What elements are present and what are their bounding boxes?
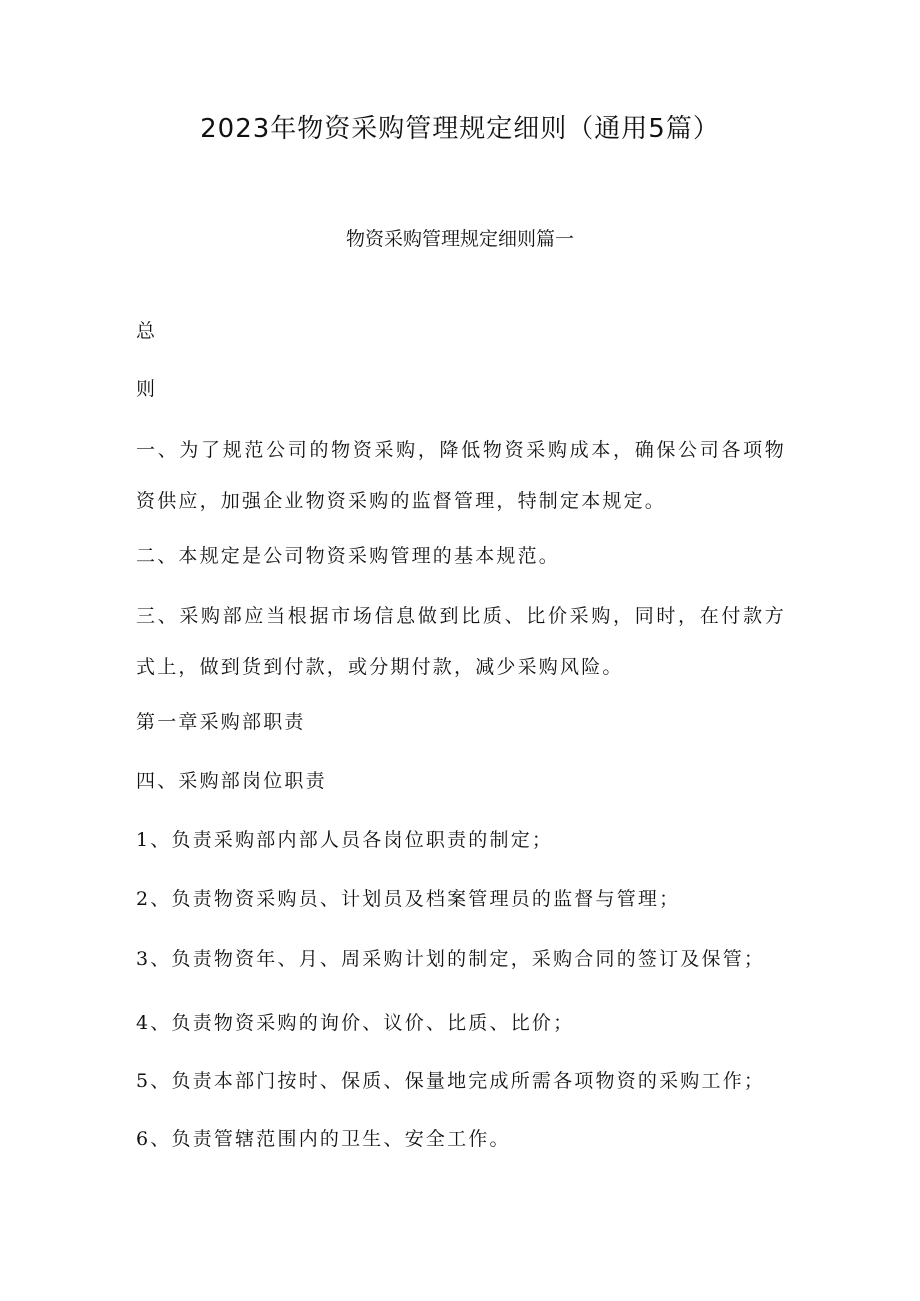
- item-four-heading: 四、采购部岗位职责: [136, 770, 327, 792]
- duty-item: 4、负责物资采购的询价、议价、比质、比价；: [136, 1012, 575, 1034]
- duty-item: 5、负责本部门按时、保质、保量地完成所需各项物资的采购工作；: [136, 1070, 766, 1092]
- duty-item: 1、负责采购部内部人员各岗位职责的制定；: [136, 829, 554, 851]
- duty-item: 2、负责物资采购员、计划员及档案管理员的监督与管理；: [136, 888, 681, 910]
- paragraph-1: 一、为了规范公司的物资采购，降低物资采购成本，确保公司各项物资供应，加强企业物资采购的监督管理，特制定本规定。: [136, 439, 786, 512]
- duty-item: 3、负责物资年、月、周采购计划的制定，采购合同的签订及保管；: [136, 948, 766, 970]
- paragraph-3: 三、采购部应当根据市场信息做到比质、比价采购，同时，在付款方式上，做到货到付款，或分期付款，减少采购风险。: [136, 605, 786, 678]
- heading-ze: 则: [136, 378, 158, 400]
- duty-item: 6、负责管辖范围内的卫生、安全工作。: [136, 1128, 511, 1150]
- document-title: 2023年物资采购管理规定细则（通用5篇）: [200, 114, 720, 144]
- paragraph-2: 二、本规定是公司物资采购管理的基本规范。: [136, 545, 561, 567]
- heading-zong: 总: [136, 320, 158, 342]
- section-title: 物资采购管理规定细则篇一: [345, 228, 574, 250]
- chapter-heading: 第一章采购部职责: [136, 711, 306, 733]
